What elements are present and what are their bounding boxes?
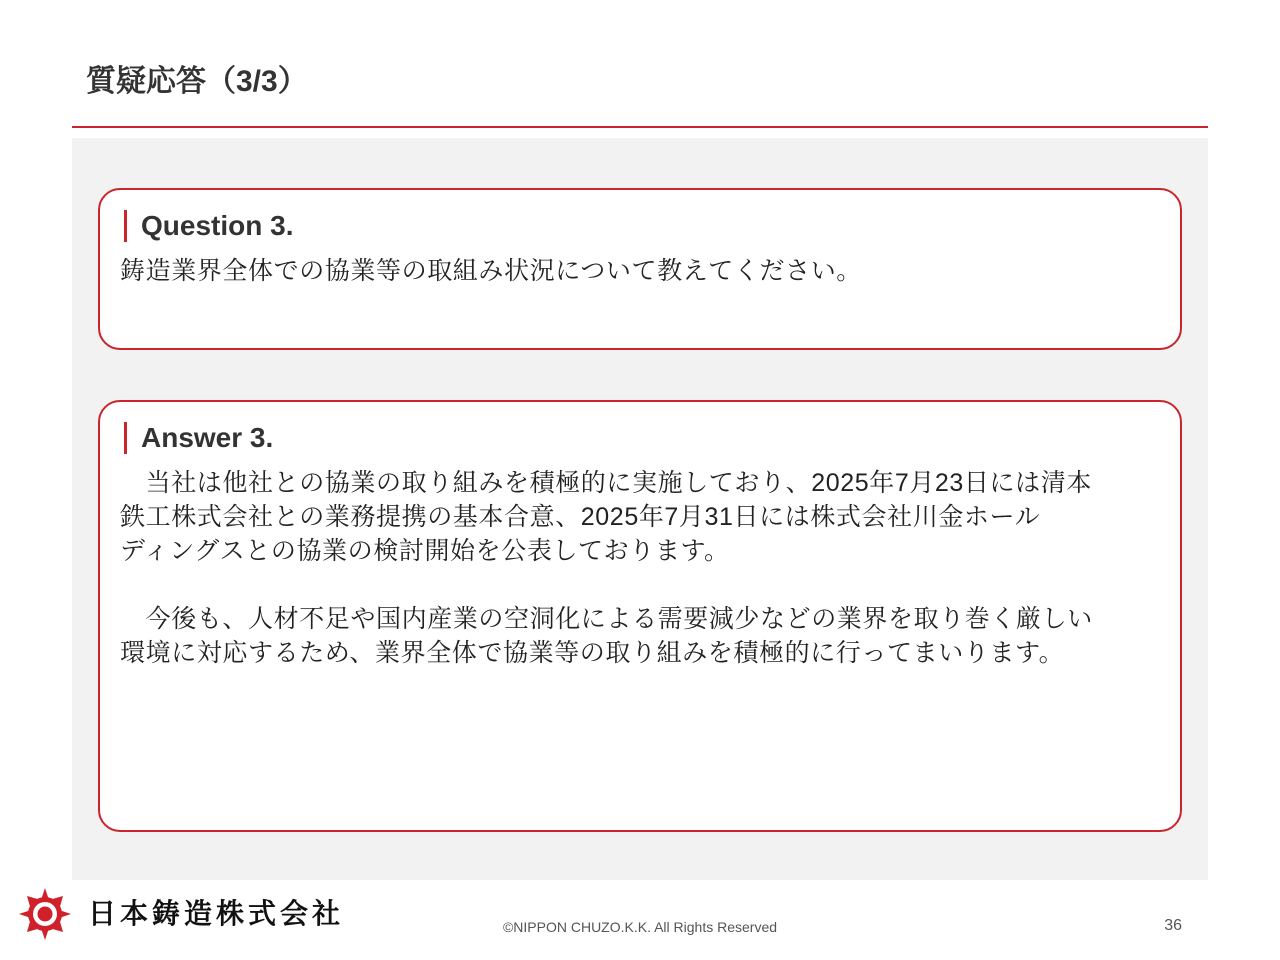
copyright-notice: ©NIPPON CHUZO.K.K. All Rights Reserved: [502, 919, 778, 935]
answer-line: 環境に対応するため、業界全体で協業等の取り組みを積極的に行ってまいります。: [120, 639, 1065, 667]
title-divider: [72, 126, 1208, 128]
answer-paragraph-1: [120, 466, 1160, 568]
question-box: [98, 188, 1182, 350]
answer-line: 鉄工株式会社との業務提携の基本合意、2025年7月31日には株式会社川金ホール: [120, 503, 1041, 531]
page-title: 質疑応答（3/3）: [86, 65, 308, 98]
answer-box: [98, 400, 1182, 832]
question-text: 鋳造業界全体での協業等の取組み状況について教えてください。: [120, 257, 862, 285]
answer-accent-bar: [124, 422, 127, 454]
answer-line: 今後も、人材不足や国内産業の空洞化による需要減少などの業界を取り巻く厳しい: [120, 605, 1093, 633]
answer-line: ディングスとの協業の検討開始を公表しております。: [120, 537, 730, 565]
answer-text-block: [120, 466, 1160, 670]
question-accent-bar: [124, 210, 127, 242]
question-text-block: [120, 254, 1160, 288]
question-heading: Question 3.: [141, 210, 294, 241]
company-logotype: 日本鋳造株式会社: [88, 898, 345, 929]
answer-heading: Answer 3.: [141, 422, 274, 453]
answer-line: 当社は他社との協業の取り組みを積極的に実施しており、2025年7月23日には清本: [120, 469, 1092, 497]
answer-paragraph-2: [120, 602, 1160, 670]
company-emblem-icon: [19, 888, 71, 940]
page-number: 36: [1164, 917, 1182, 934]
